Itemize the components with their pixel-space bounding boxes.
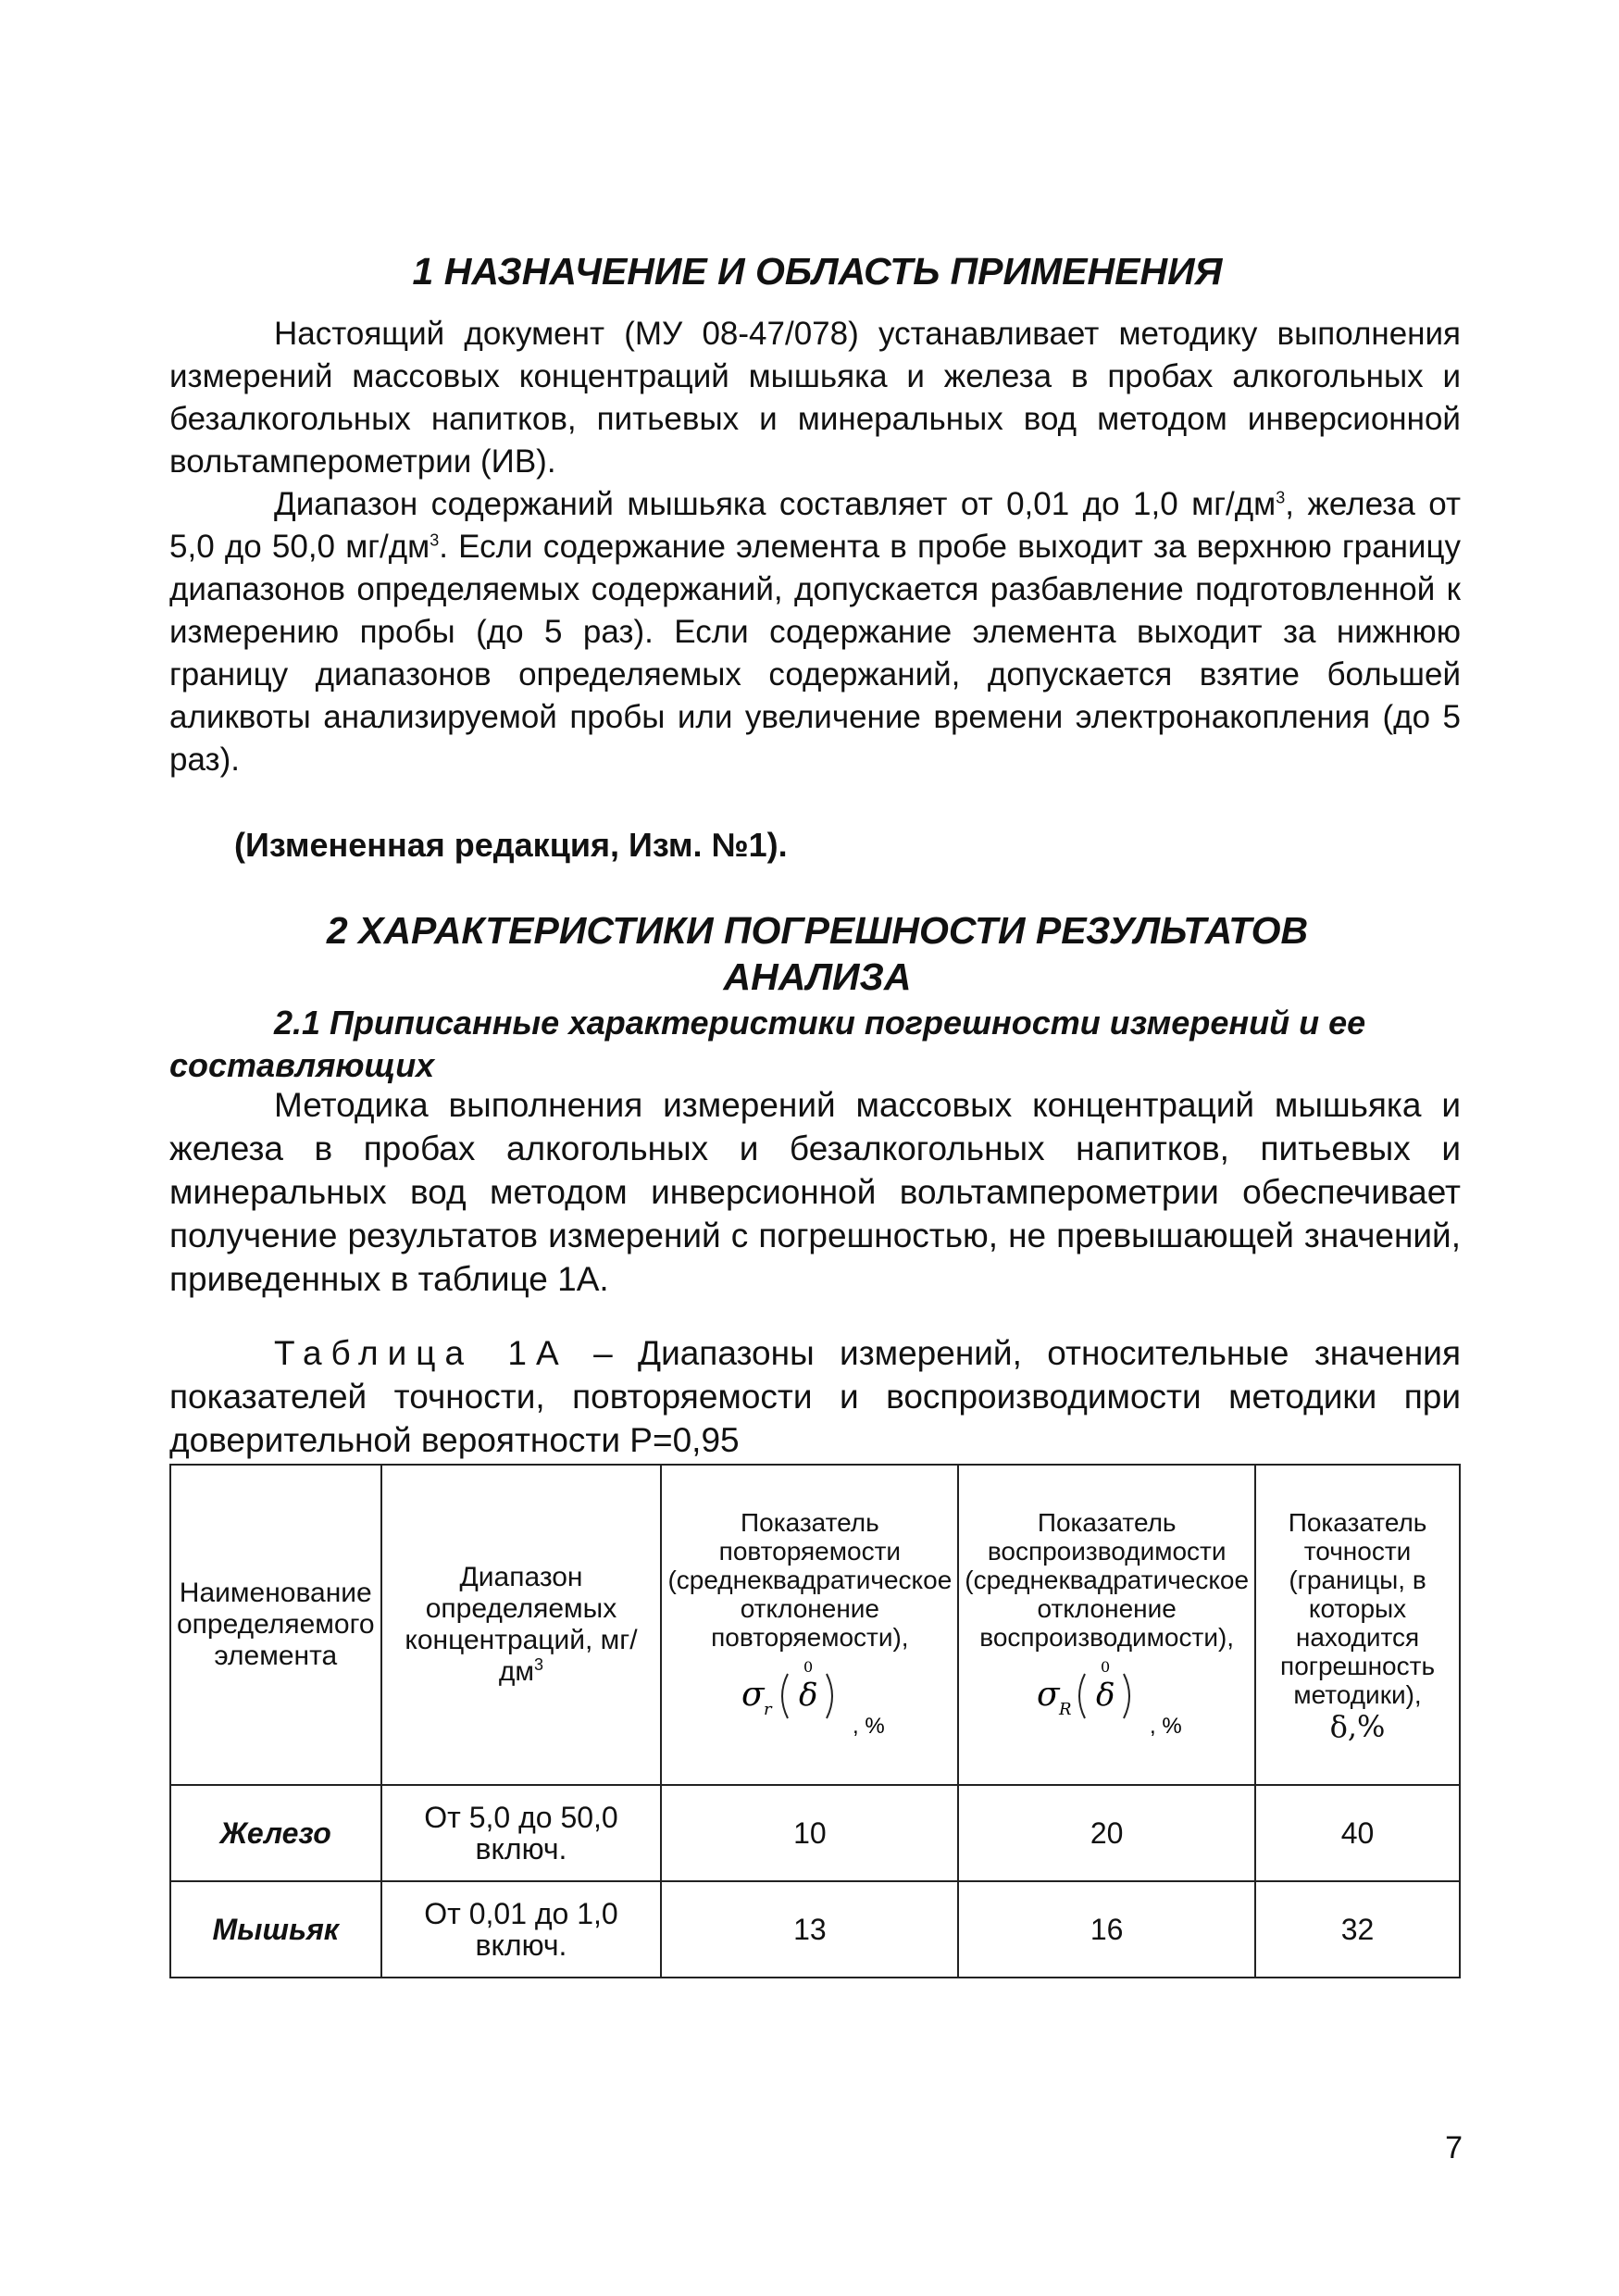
header-range: Диапазон определяемых концентраций, $мг/дм^3$ [381, 1465, 662, 1785]
header-element: Наименование определяемого элемента [170, 1465, 381, 1785]
table-caption: Таблица 1А – Диапазоны измерений, относительные значения показателей точности, повторяемости и воспроизводимости методики при доверительной вероятности Р=0,95 [169, 1334, 1461, 1459]
header-accuracy: Показатель точности (границы, в которых находится погрешность методики), δ,% [1255, 1465, 1460, 1785]
svg-text:R: R [1058, 1699, 1072, 1719]
table-row [170, 1881, 1460, 1978]
svg-text:r: r [763, 1699, 772, 1719]
cell-range: От 5,0 до 50,0 включ. [381, 1785, 662, 1881]
table-1a [169, 1464, 1461, 1978]
cell-repeatability: 10 [661, 1785, 958, 1881]
cell-accuracy: 32 [1255, 1881, 1460, 1978]
section-1-heading: 1 НАЗНАЧЕНИЕ И ОБЛАСТЬ ПРИМЕНЕНИЯ [412, 250, 1223, 293]
subsection-2-1-heading: 2.1 Приписанные характеристики погрешности измерений и ее составляющих [169, 1004, 1366, 1084]
cell-range: От 0,01 до 1,0 включ. [381, 1881, 662, 1978]
svg-text:0: 0 [1100, 1657, 1110, 1676]
svg-text:δ: δ [1095, 1676, 1115, 1714]
cell-element: Железо [170, 1785, 381, 1881]
header-repeatability: Показатель повторяемости (среднеквадратическое отклонение повторяемости), σ r 0 δ , % [661, 1465, 958, 1785]
svg-text:σ: σ [741, 1675, 765, 1714]
paragraph-scope: Настоящий документ (МУ 08-47/078) устанавливает методику выполнения измерений массовых концентраций мышьяка и железа в пробах алкогольных и безалкогольных напитков, питьевых и минеральных вод методом инверсионной вольтамперометрии (ИВ). [169, 316, 1461, 480]
table-header-row [170, 1465, 1460, 1785]
table-row [170, 1785, 1460, 1881]
sigma-r-formula [708, 1652, 912, 1737]
svg-text:δ: δ [798, 1676, 818, 1714]
cell-accuracy: 40 [1255, 1785, 1460, 1881]
section-1-text [169, 313, 1461, 781]
svg-text:, %: , % [1149, 1713, 1182, 1737]
amendment-note: (Измененная редакция, Изм. №1). [234, 826, 788, 864]
section-2-heading: 2 ХАРАКТЕРИСТИКИ ПОГРЕШНОСТИ РЕЗУЛЬТАТОВ АНАЛИЗА [326, 909, 1309, 998]
cell-reproducibility: 20 [958, 1785, 1255, 1881]
sigma-R-formula [1005, 1652, 1209, 1737]
svg-text:σ: σ [1036, 1675, 1060, 1714]
svg-text:, %: , % [852, 1713, 885, 1737]
page-number: 7 [1445, 2130, 1463, 2165]
paragraph-range: Диапазон содержаний мышьяка составляет от 0,01 до 1,0 $мг/дм^3$, железа от 5,0 до 50,0 $мг/дм^3$. Если содержание элемента в пробе выходит за верхнюю границу диапазонов определяемых содержаний, допускается разбавление подготовленной к измерению пробы (до 5 раз). Если содержание элемента выходит за нижнюю границу диапазонов определяемых содержаний, допускается взятие большей аликвоты анализируемой пробы или увеличение времени электронакопления (до 5 раз). [169, 486, 1462, 778]
svg-text:0: 0 [803, 1657, 814, 1676]
cell-reproducibility: 16 [958, 1881, 1255, 1978]
cell-element: Мышьяк [170, 1881, 381, 1978]
section-2-text: Методика выполнения измерений массовых концентраций мышьяка и железа в пробах алкогольных и безалкогольных напитков, питьевых и минеральных вод методом инверсионной вольтамперометрии обеспечивает получение результатов измерений с погрешностью, не превышающей значений, приведенных в таблице 1А. [169, 1086, 1461, 1298]
header-reproducibility: Показатель воспроизводимости (среднеквадратическое отклонение воспроизводимости), σ R 0 δ , % [958, 1465, 1255, 1785]
cell-repeatability: 13 [661, 1881, 958, 1978]
